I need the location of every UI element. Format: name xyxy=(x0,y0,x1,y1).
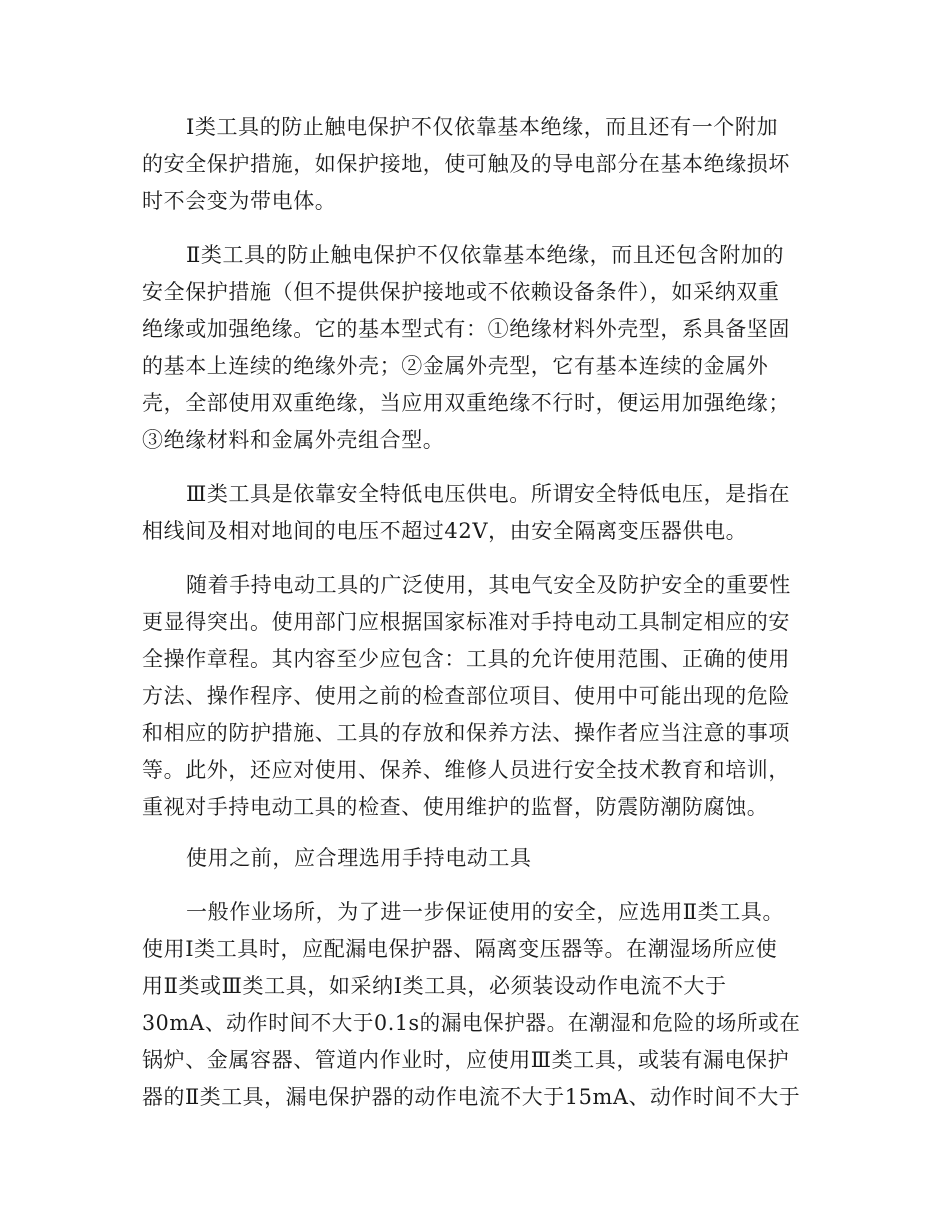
text-line: 等。此外，还应对使用、保养、维修人员进行安全技术教育和培训， xyxy=(142,758,790,782)
text-line: 使用Ⅰ类工具时，应配漏电保护器、隔离变压器等。在潮湿场所应使 xyxy=(142,937,778,961)
text-line: 时不会变为带电体。 xyxy=(142,189,337,213)
text-line: 重视对手持电动工具的检查、使用维护的监督，防震防潮防腐蚀。 xyxy=(142,795,769,819)
text-line: 安全保护措施（但不提供保护接地或不依赖设备条件），如采纳双重 xyxy=(142,280,780,304)
text-line: 用Ⅱ类或Ⅲ类工具，如采纳Ⅰ类工具，必须装设动作电流不大于 xyxy=(142,974,727,998)
section-heading: 使用之前，应合理选用手持电动工具 xyxy=(186,846,532,870)
text-line: 相线间及相对地间的电压不超过42V，由安全隔离变压器供电。 xyxy=(142,519,748,543)
text-line: 的安全保护措施，如保护接地，使可触及的导电部分在基本绝缘损坏 xyxy=(142,152,790,176)
text-line: 方法、操作程序、使用之前的检查部位项目、使用中可能出现的危险 xyxy=(142,684,790,708)
text-line: 随着手持电动工具的广泛使用，其电气安全及防护安全的重要性 xyxy=(186,573,791,597)
text-line: 更显得突出。使用部门应根据国家标准对手持电动工具制定相应的安 xyxy=(142,610,790,634)
text-line: 绝缘或加强绝缘。它的基本型式有：①绝缘材料外壳型，系具备坚固 xyxy=(142,317,790,341)
text-line: 全操作章程。其内容至少应包含：工具的允许使用范围、正确的使用 xyxy=(142,647,790,671)
text-line: 30mA、动作时间不大于0.1s的漏电保护器。在潮湿和危险的场所或在 xyxy=(142,1011,801,1035)
text-line: 壳，全部使用双重绝缘，当应用双重绝缘不行时，便运用加强绝缘； xyxy=(142,391,790,415)
text-line: 一般作业场所，为了进一步保证使用的安全，应选用Ⅱ类工具。 xyxy=(186,900,785,924)
text-line: 锅炉、金属容器、管道内作业时，应使用Ⅲ类工具，或装有漏电保护 xyxy=(142,1048,790,1072)
text-line: 的基本上连续的绝缘外壳；②金属外壳型，它有基本连续的金属外 xyxy=(142,354,769,378)
text-line: Ⅰ类工具的防止触电保护不仅依靠基本绝缘，而且还有一个附加 xyxy=(186,115,779,139)
text-line: ③绝缘材料和金属外壳组合型。 xyxy=(142,428,445,452)
text-line: 和相应的防护措施、工具的存放和保养方法、操作者应当注意的事项 xyxy=(142,721,790,745)
text-line: Ⅲ类工具是依靠安全特低电压供电。所谓安全特低电压，是指在 xyxy=(186,482,791,506)
text-line: Ⅱ类工具的防止触电保护不仅依靠基本绝缘，而且还包含附加的 xyxy=(186,243,785,267)
text-line: 器的Ⅱ类工具，漏电保护器的动作电流不大于15mA、动作时间不大于 xyxy=(142,1085,801,1109)
